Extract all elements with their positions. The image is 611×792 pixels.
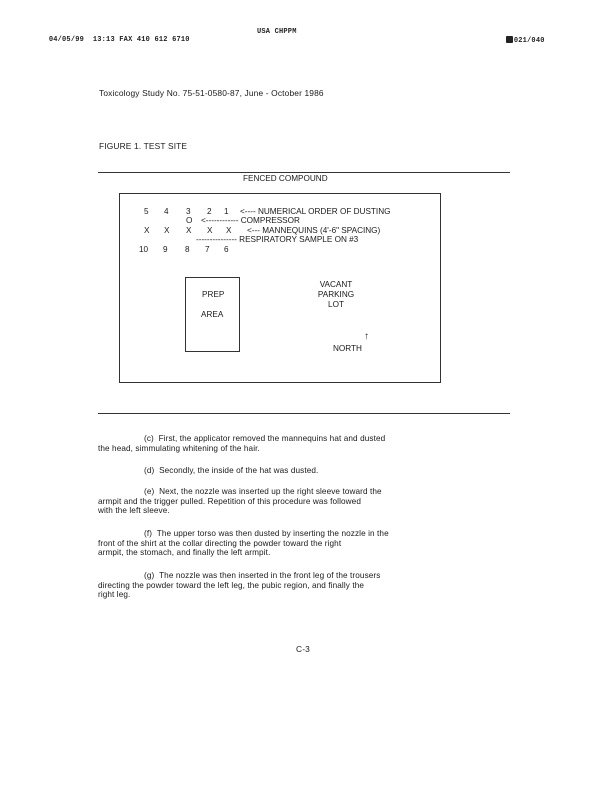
fax-page-icon bbox=[506, 36, 513, 43]
page-counter-text: 021/040 bbox=[513, 37, 545, 45]
paragraph-text: armpit, the stomach, and finally the left armpit. bbox=[98, 548, 271, 558]
mannequin-2: X bbox=[207, 226, 213, 235]
respiratory-sample-label: --------------- RESPIRATORY SAMPLE ON #3 bbox=[196, 235, 359, 244]
prep-area-line1: PREP bbox=[202, 290, 225, 299]
paragraph-g bbox=[98, 571, 518, 600]
fax-datetime bbox=[40, 28, 190, 44]
study-line: Toxicology Study No. 75-51-0580-87, June - October 1986 bbox=[99, 88, 324, 98]
north-label: NORTH bbox=[333, 344, 362, 353]
order-number-9: 9 bbox=[163, 245, 168, 254]
paragraph-label: (f) bbox=[144, 529, 153, 538]
paragraph-e bbox=[98, 487, 518, 516]
paragraph-label: (c) bbox=[144, 434, 154, 443]
order-number-6: 6 bbox=[224, 245, 229, 254]
north-arrow-icon: ↑ bbox=[364, 331, 369, 342]
paragraph-label: (e) bbox=[144, 487, 155, 496]
top-divider bbox=[98, 172, 510, 173]
paragraph-label: (d) bbox=[144, 466, 155, 475]
compressor-label: <------------ COMPRESSOR bbox=[201, 216, 300, 225]
parking-lot-line2: PARKING bbox=[317, 290, 355, 299]
fax-date: 04/05/99 bbox=[48, 36, 85, 44]
mannequin-4: X bbox=[164, 226, 170, 235]
order-number-1: 1 bbox=[224, 207, 229, 216]
order-number-3: 3 bbox=[186, 207, 191, 216]
paragraph-text: Next, the nozzle was inserted up the right sleeve toward the bbox=[159, 487, 382, 496]
order-number-5: 5 bbox=[144, 207, 149, 216]
paragraph-f bbox=[98, 529, 518, 558]
paragraph-c bbox=[98, 434, 518, 453]
fax-page-counter bbox=[497, 28, 545, 45]
figure-title: FIGURE 1. TEST SITE bbox=[99, 141, 188, 151]
paragraph-text: right leg. bbox=[98, 590, 131, 600]
paragraph-text: armpit and the trigger pulled. Repetition of this procedure was followed bbox=[98, 496, 361, 506]
compressor-marker: O bbox=[186, 216, 193, 225]
paragraph-text: Secondly, the inside of the hat was dusted. bbox=[159, 466, 319, 475]
order-number-7: 7 bbox=[205, 245, 210, 254]
parking-lot-line3: LOT bbox=[328, 300, 344, 309]
mannequin-label: <--- MANNEQUINS (4'-6" SPACING) bbox=[247, 226, 381, 235]
paragraph-label: (g) bbox=[144, 571, 155, 580]
mannequin-1: X bbox=[226, 226, 232, 235]
bottom-divider bbox=[98, 413, 510, 414]
mannequin-5: X bbox=[144, 226, 150, 235]
order-number-4: 4 bbox=[164, 207, 169, 216]
paragraph-d bbox=[98, 466, 518, 476]
order-number-10: 10 bbox=[139, 245, 149, 254]
paragraph-text: The nozzle was then inserted in the front leg of the trousers bbox=[159, 571, 381, 580]
paragraph-text: with the left sleeve. bbox=[98, 506, 170, 516]
page-number: C-3 bbox=[296, 644, 310, 654]
fenced-compound-label: FENCED COMPOUND bbox=[243, 174, 328, 183]
prep-area-line2: AREA bbox=[201, 310, 224, 319]
fax-number: FAX 410 612 6710 bbox=[119, 36, 190, 44]
paragraph-text: front of the shirt at the collar directing the powder toward the right bbox=[98, 538, 342, 548]
paragraph-text: First, the applicator removed the mannequins hat and dusted bbox=[158, 434, 386, 443]
mannequin-3: X bbox=[186, 226, 192, 235]
fax-sender: USA CHPPM bbox=[257, 28, 297, 36]
fax-time: 13:13 bbox=[92, 36, 115, 44]
paragraph-text: directing the powder toward the left leg, the pubic region, and finally the bbox=[98, 580, 365, 590]
order-number-2: 2 bbox=[207, 207, 212, 216]
order-label: <---- NUMERICAL ORDER OF DUSTING bbox=[240, 207, 391, 216]
order-number-8: 8 bbox=[185, 245, 190, 254]
paragraph-text: the head, simmulating whitening of the hair. bbox=[98, 443, 260, 453]
paragraph-text: The upper torso was then dusted by inserting the nozzle in the bbox=[156, 529, 389, 538]
parking-lot-line1: VACANT bbox=[319, 280, 353, 289]
